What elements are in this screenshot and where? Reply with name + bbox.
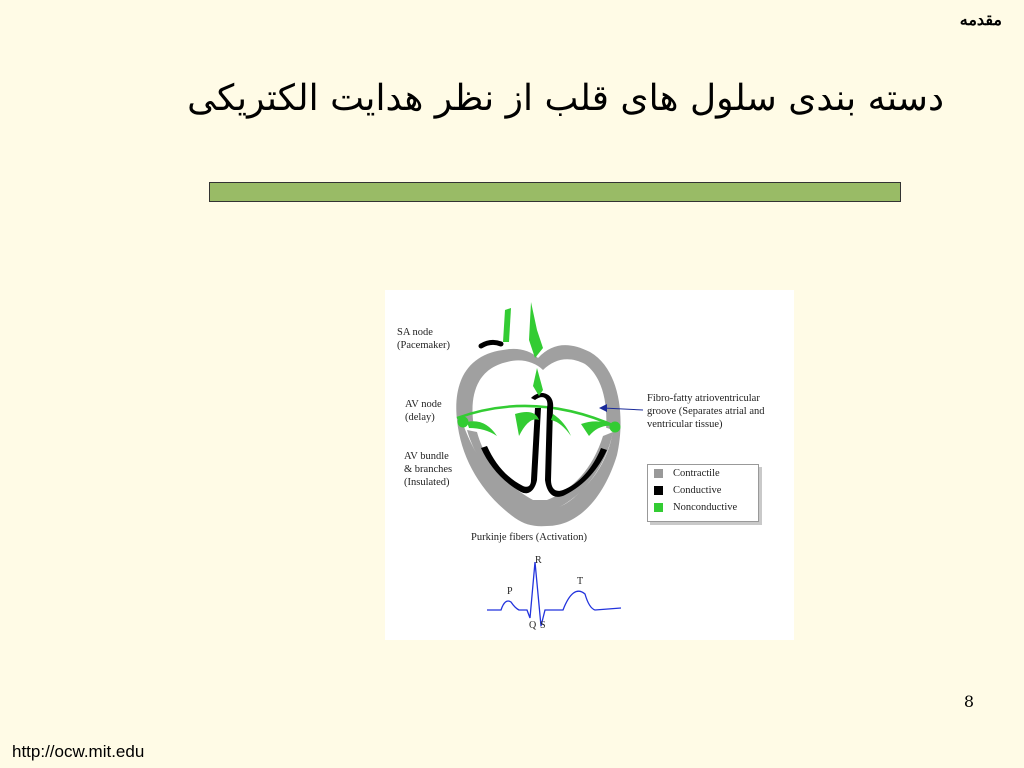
ecg-label-t: T <box>577 576 584 587</box>
sa-node-label: SA node (Pacemaker) <box>397 327 451 351</box>
legend-item-conductive <box>648 482 758 499</box>
fibro-fatty-label: Fibro-fatty atrioventricular groove (Separates atrial and ventricular tissue) <box>647 393 765 430</box>
page-number: 8 <box>963 692 974 711</box>
green-spike-left <box>503 308 511 342</box>
slide-title: دسته بندی سلول های قلب از نظر هدایت الکتریکی <box>187 78 944 119</box>
av-node-label: AV node (delay) <box>405 399 442 423</box>
heart-conduction-figure <box>385 290 794 640</box>
legend-label: Contractile <box>673 468 720 479</box>
ecg-label-r: R <box>535 555 542 566</box>
purkinje-label: Purkinje fibers (Activation) <box>471 532 588 543</box>
section-label: مقدمه <box>959 10 1002 29</box>
source-url[interactable]: http://ocw.mit.edu <box>12 742 145 761</box>
av-bundle-label: AV bundle & branches (Insulated) <box>404 451 453 488</box>
divider-bar <box>209 182 901 202</box>
legend-swatch-conductive <box>654 486 663 495</box>
legend-label: Nonconductive <box>673 502 738 513</box>
legend-item-contractile <box>648 465 758 482</box>
ecg-label-s: S <box>540 620 546 631</box>
legend-swatch-nonconductive <box>654 503 663 512</box>
legend-item-nonconductive <box>648 499 758 516</box>
legend <box>647 464 759 522</box>
av-node-dot-left <box>458 417 469 428</box>
ecg-label-q: Q <box>529 620 537 631</box>
av-node-dot-right <box>610 422 621 433</box>
green-spike-center <box>529 302 543 358</box>
sa-node <box>481 342 501 346</box>
legend-swatch-contractile <box>654 469 663 478</box>
ecg-label-p: P <box>507 586 513 597</box>
legend-label: Conductive <box>673 485 722 496</box>
